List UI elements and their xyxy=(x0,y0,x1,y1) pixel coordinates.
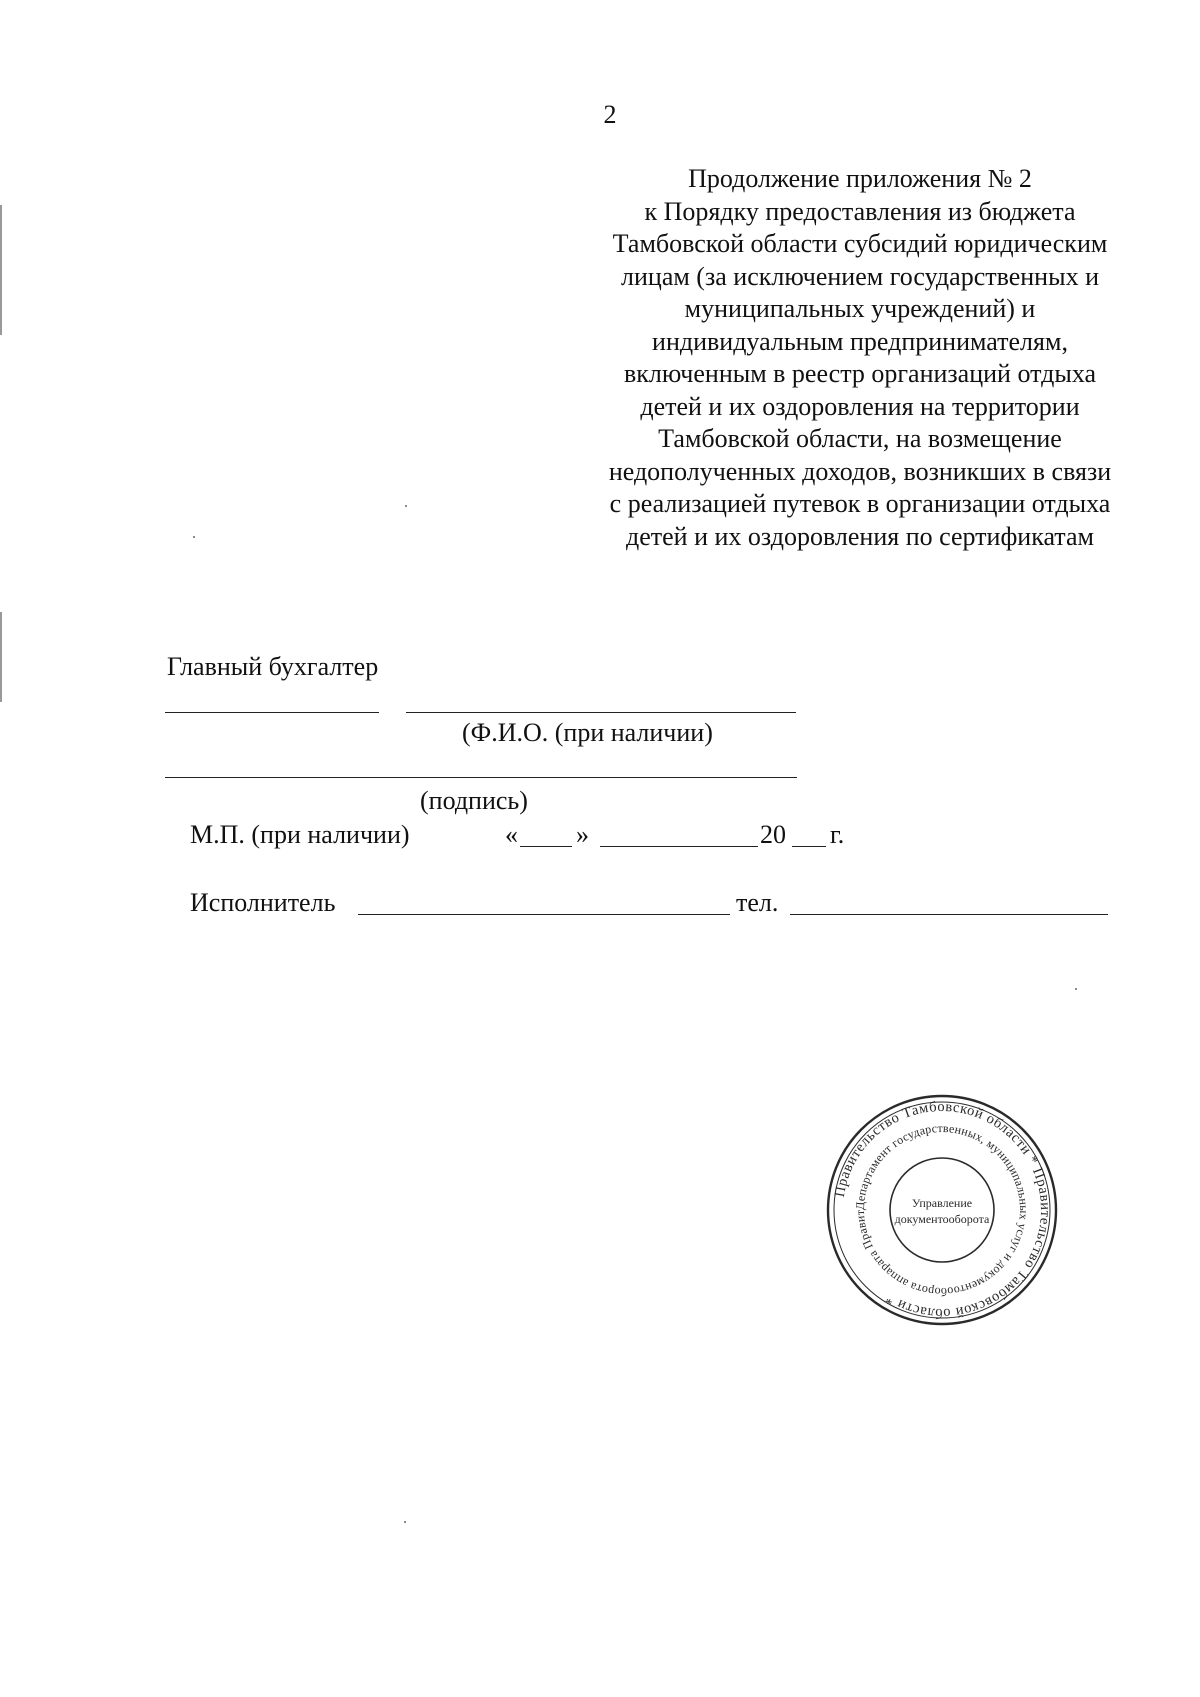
appendix-reference xyxy=(575,163,1145,553)
appendix-line: лицам (за исключением государственных и xyxy=(621,261,1099,291)
scan-speck xyxy=(1075,988,1077,990)
appendix-line: детей и их оздоровления на территории xyxy=(640,391,1080,421)
appendix-line: Тамбовской области, на возмещение xyxy=(658,424,1062,453)
fio-blank[interactable] xyxy=(406,712,796,713)
date-close-quote: » xyxy=(576,820,589,849)
chief-accountant-label: Главный бухгалтер xyxy=(167,652,379,681)
appendix-line: Продолжение приложения № 2 xyxy=(688,164,1032,193)
fio-caption: (Ф.И.О. (при наличии) xyxy=(462,718,713,747)
official-stamp xyxy=(818,1079,1062,1330)
scan-speck xyxy=(193,536,195,538)
seal-label: М.П. (при наличии) xyxy=(190,820,410,849)
scan-edge-mark xyxy=(0,205,2,335)
stamp-graphic xyxy=(818,1079,1062,1330)
stamp-center-line-1: Управление xyxy=(911,1196,973,1210)
appendix-line: индивидуальным предпринимателям, xyxy=(652,326,1068,356)
date-day-blank[interactable] xyxy=(520,846,572,847)
date-month-blank[interactable] xyxy=(600,846,758,847)
scan-speck xyxy=(404,1521,406,1523)
page-number: 2 xyxy=(603,100,617,129)
executor-label: Исполнитель xyxy=(190,888,336,917)
year-suffix: г. xyxy=(830,820,845,849)
stamp-middle-ring-text: Департамент государственных, муниципальных услуг и документооборота аппарата Правительства Тамбовской области xyxy=(818,1079,1032,1300)
appendix-line: муниципальных учреждений) и xyxy=(684,294,1036,323)
stamp-outer-ring-text: Правительство Тамбовской области * Правительство Тамбовской области * xyxy=(831,1098,1054,1322)
appendix-line: детей и их оздоровления по сертификатам xyxy=(626,521,1094,551)
appendix-line: с реализацией путевок в организации отдыха xyxy=(609,489,1111,518)
phone-label: тел. xyxy=(736,888,779,917)
executor-blank[interactable] xyxy=(358,914,730,915)
scan-edge-mark xyxy=(0,612,2,702)
signature-blank-long[interactable] xyxy=(165,777,797,778)
signature-caption: (подпись) xyxy=(420,786,528,815)
signature-blank-short[interactable] xyxy=(165,712,379,713)
phone-blank[interactable] xyxy=(790,914,1108,915)
appendix-line: недополученных доходов, возникших в связи xyxy=(608,456,1112,486)
stamp-center-line-2: документооборота xyxy=(894,1212,990,1226)
appendix-line: к Порядку предоставления из бюджета xyxy=(644,196,1076,226)
scan-speck xyxy=(405,505,407,507)
date-year-blank[interactable] xyxy=(792,846,826,847)
date-open-quote: « xyxy=(505,820,518,849)
stamp-center-circle xyxy=(890,1158,994,1262)
year-prefix: 20 xyxy=(760,820,786,849)
appendix-line: включенным в реестр организаций отдыха xyxy=(623,359,1097,388)
appendix-line: Тамбовской области субсидий юридическим xyxy=(612,229,1108,258)
